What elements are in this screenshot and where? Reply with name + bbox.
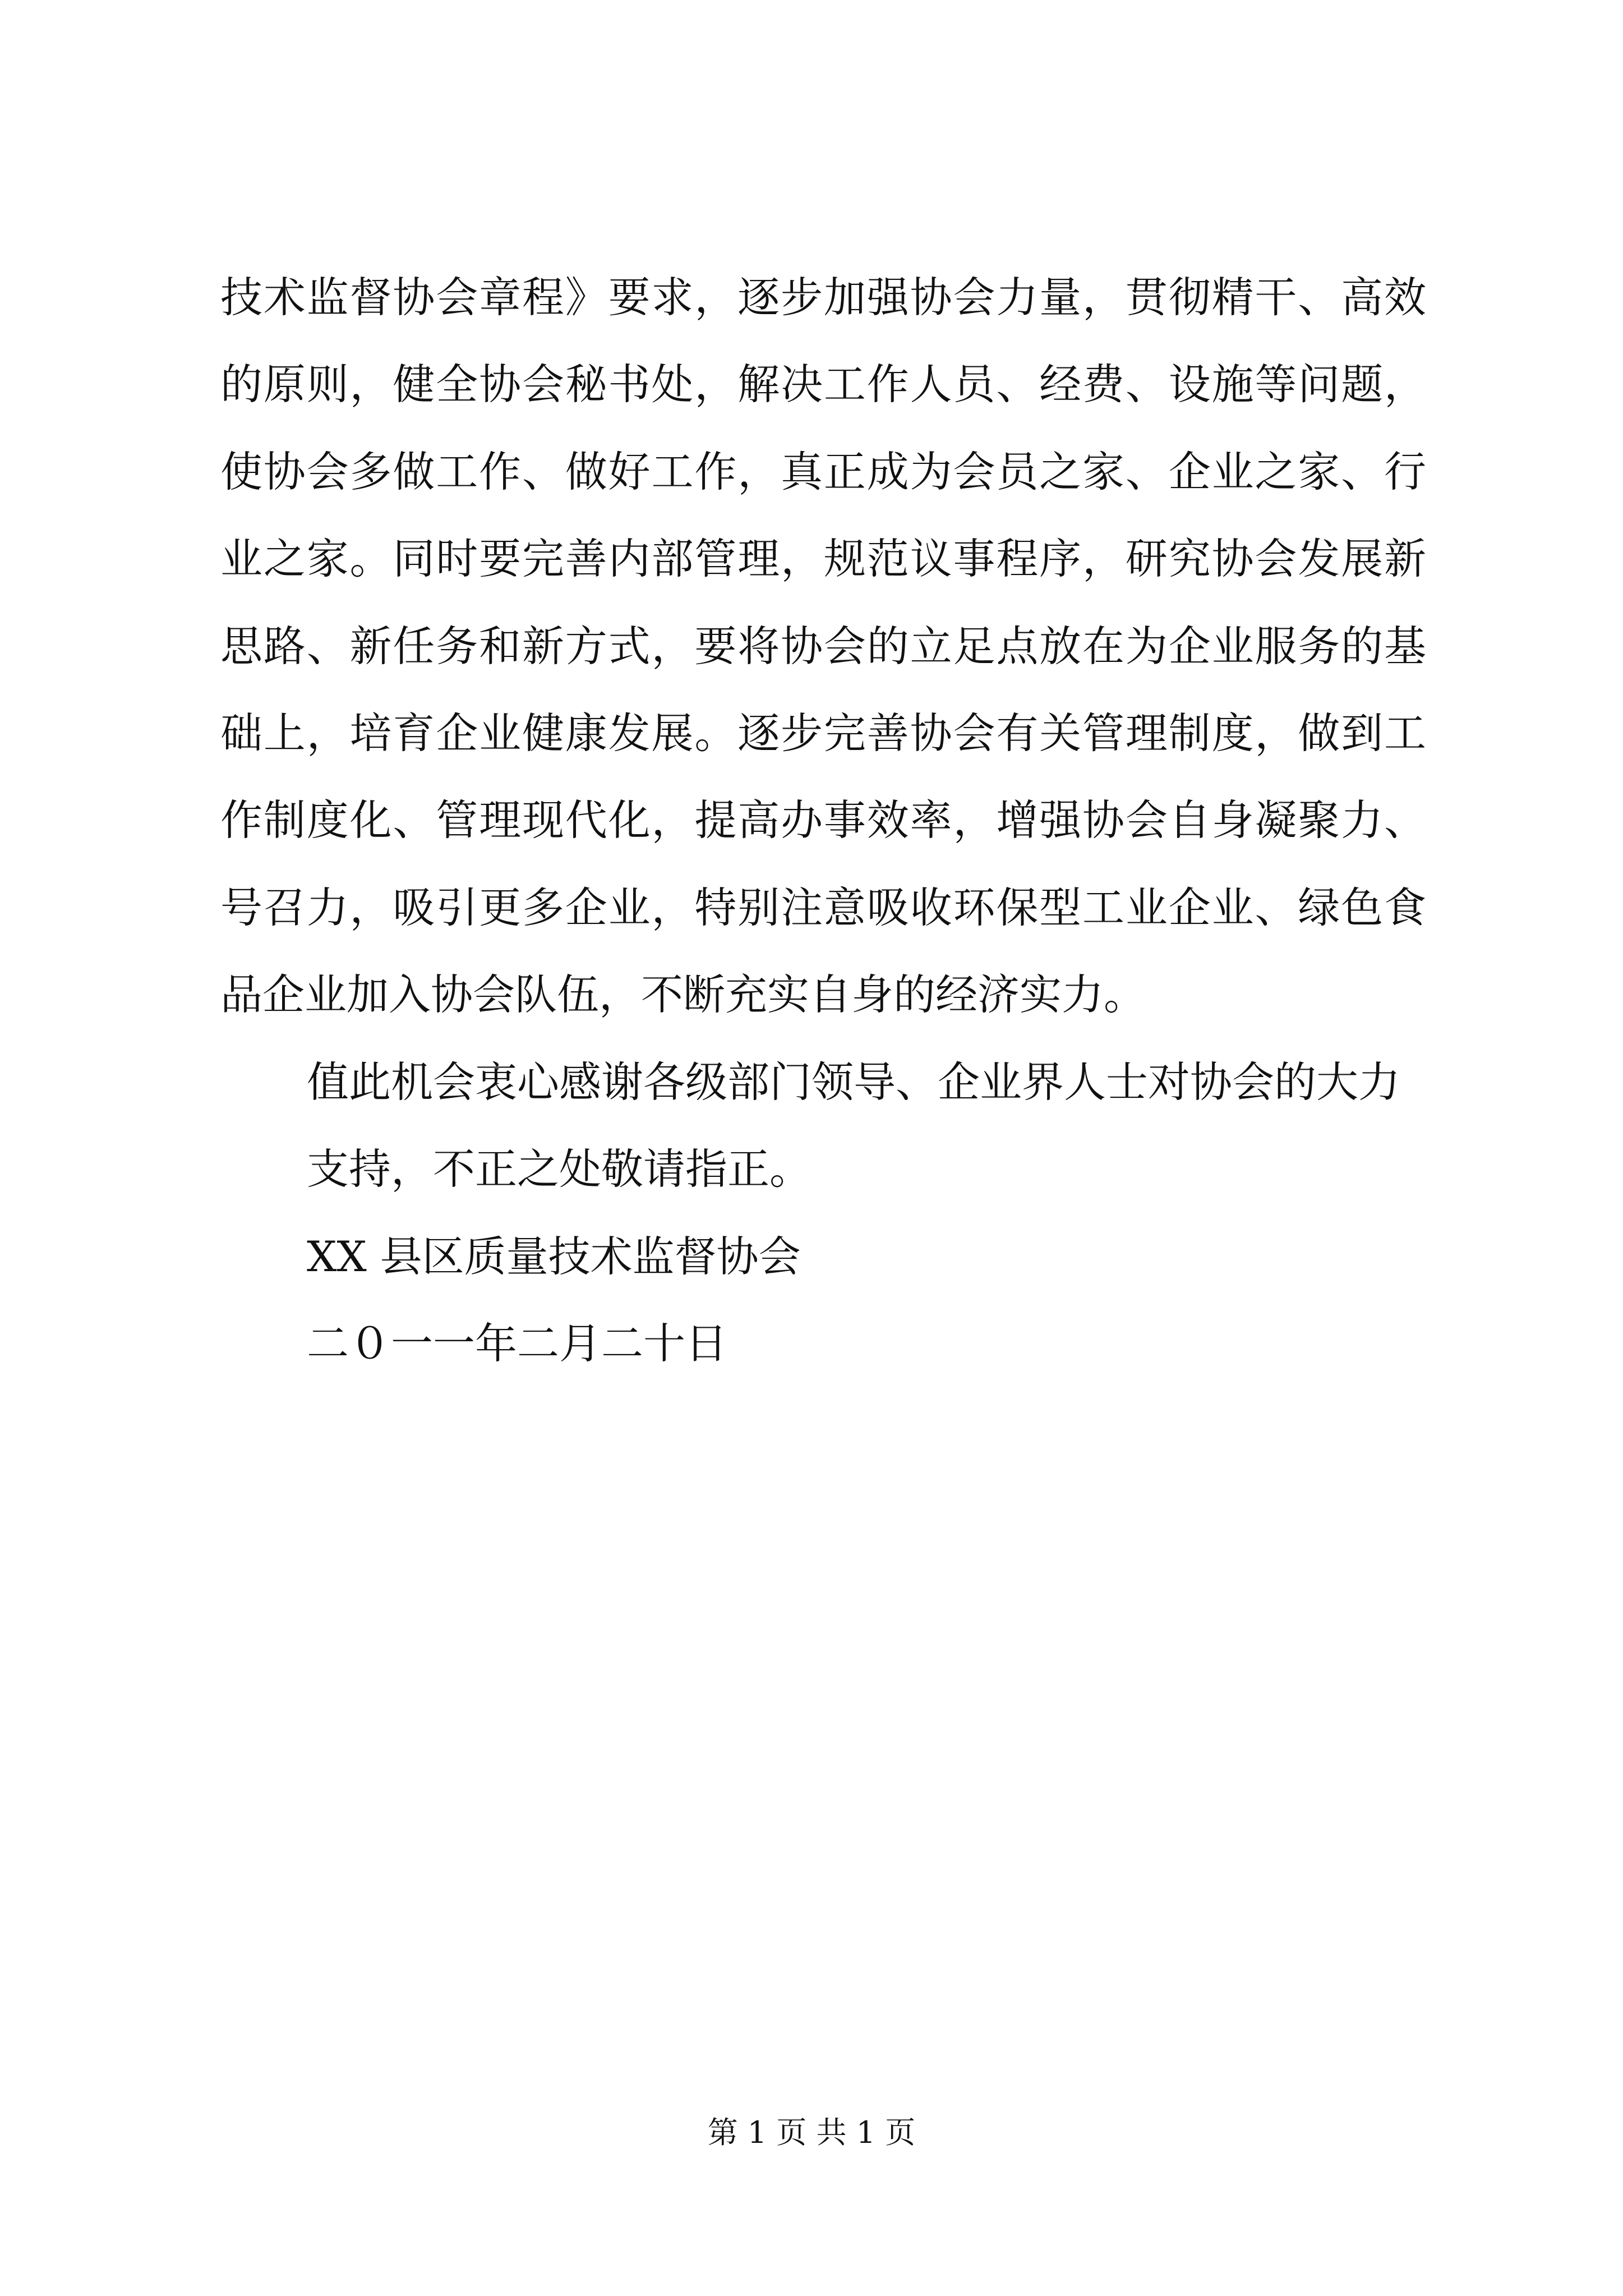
body-line: 思路、新任务和新方式，要将协会的立足点放在为企业服务的基 <box>220 622 1426 671</box>
closing-line: 支持，不正之处敬请指正。 <box>307 1144 812 1194</box>
body-line: 品企业加入协会队伍，不断充实自身的经济实力。 <box>220 970 1146 1019</box>
date: 二０一一年二月二十日 <box>307 1319 728 1368</box>
body-line: 的原则，健全协会秘书处，解决工作人员、经费、设施等问题， <box>220 360 1426 409</box>
page-footer: 第 1 页 共 1 页 <box>707 2115 916 2150</box>
body-line: 技术监督协会章程》要求，逐步加强协会力量，贯彻精干、高效 <box>220 273 1426 322</box>
body-line: 作制度化、管理现代化，提高办事效率，增强协会自身凝聚力、 <box>220 795 1426 845</box>
body-line: 号召力，吸引更多企业，特别注意吸收环保型工业企业、绿色食 <box>220 883 1426 932</box>
body-line: 础上，培育企业健康发展。逐步完善协会有关管理制度，做到工 <box>220 708 1426 758</box>
body-line: 使协会多做工作、做好工作，真正成为会员之家、企业之家、行 <box>220 447 1426 496</box>
body-line: 业之家。同时要完善内部管理，规范议事程序，研究协会发展新 <box>220 534 1426 583</box>
signature: XX 县区质量技术监督协会 <box>307 1232 801 1281</box>
closing-line: 值此机会衷心感谢各级部门领导、企业界人士对协会的大力 <box>307 1057 1401 1107</box>
